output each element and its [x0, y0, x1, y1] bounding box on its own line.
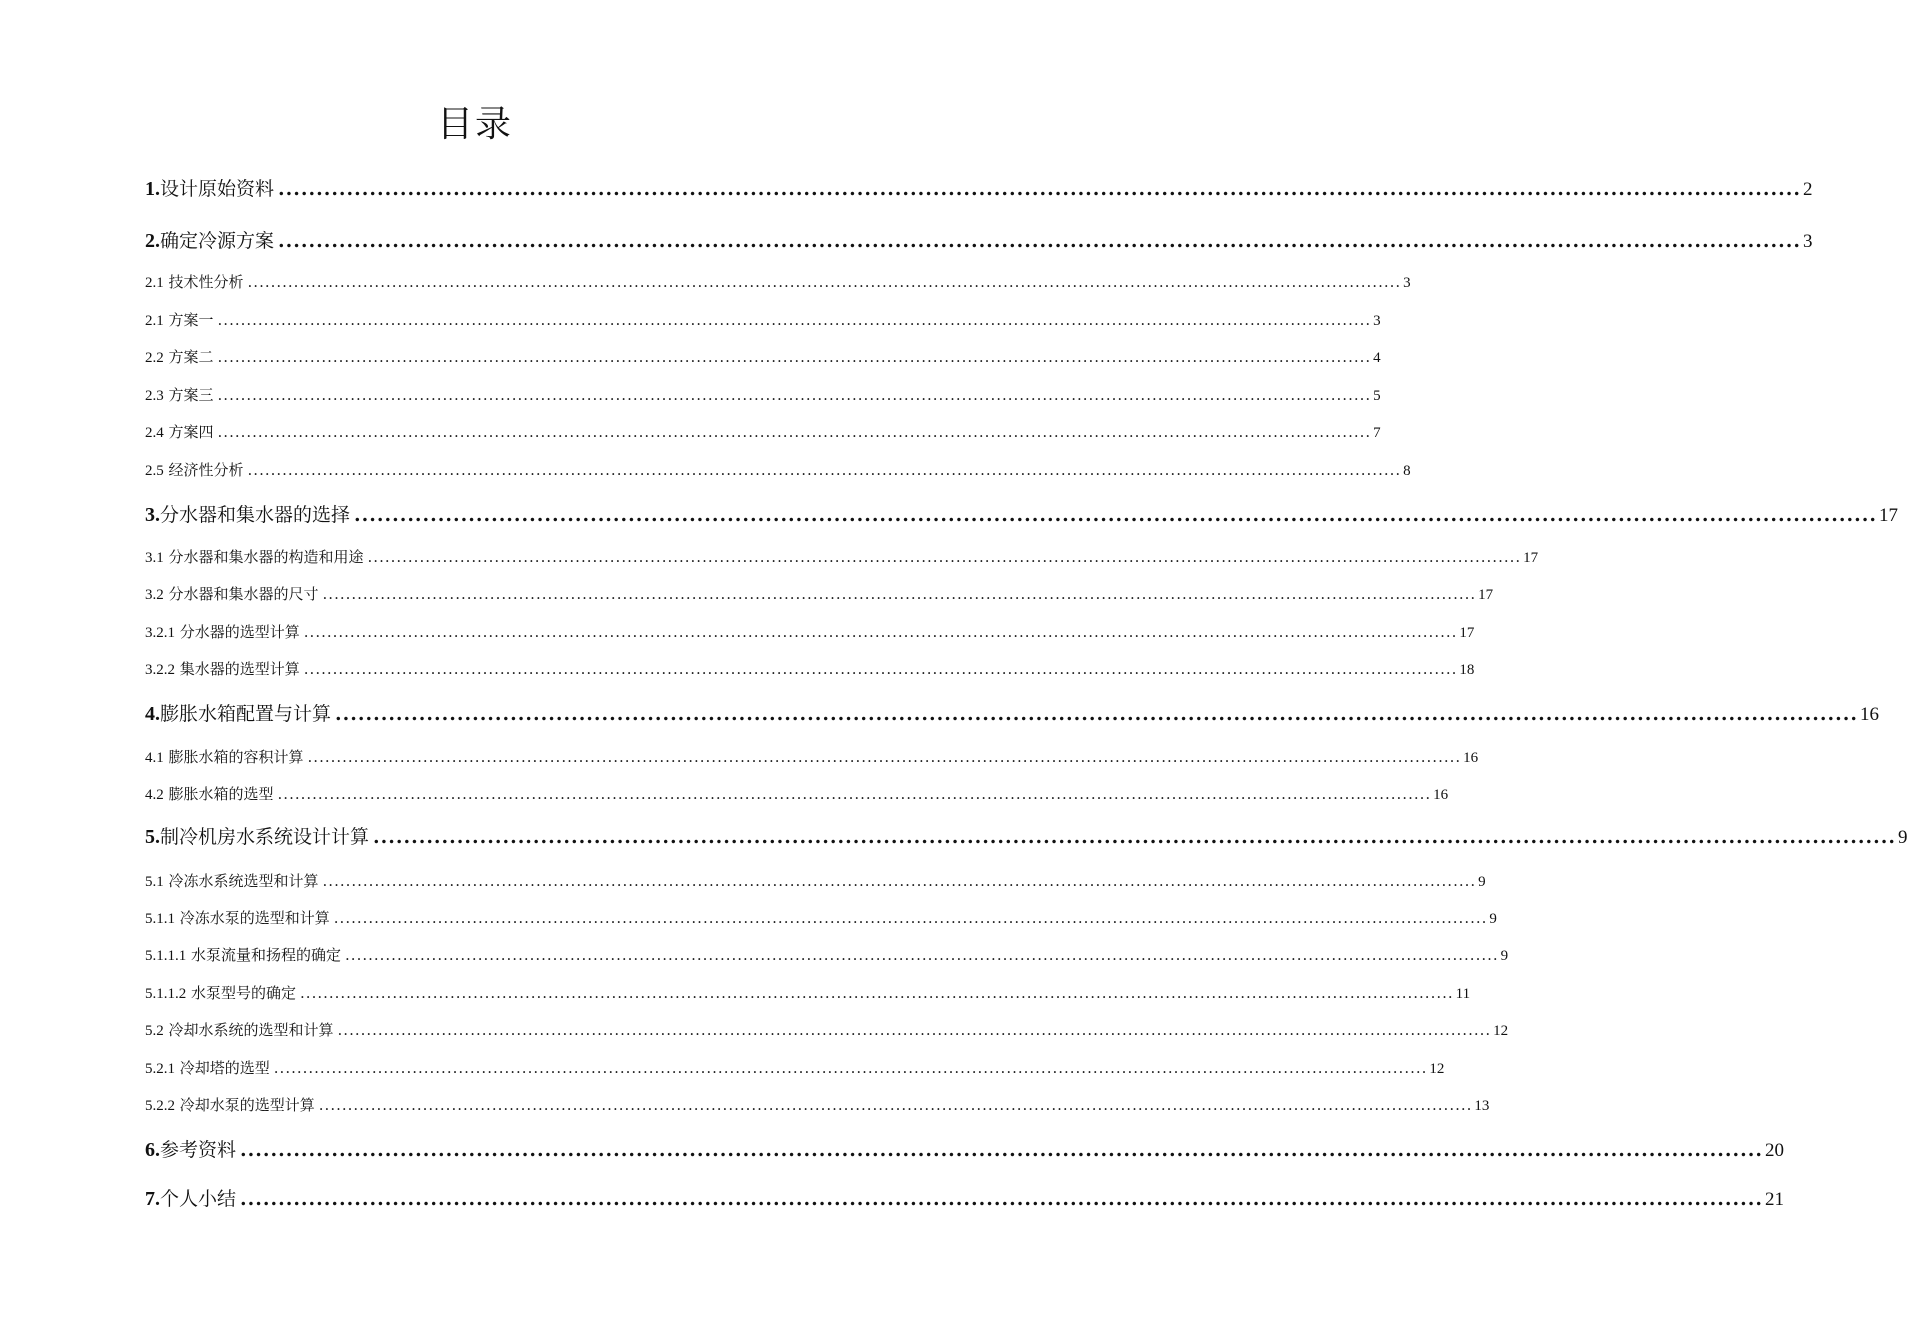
- toc-entry-number: 7.: [145, 1188, 160, 1210]
- toc-entry[interactable]: [145, 546, 1539, 567]
- toc-page-number: 4: [1373, 350, 1381, 366]
- toc-entry-number: 2.3: [145, 388, 164, 404]
- toc-entry-number: 2.2: [145, 350, 164, 366]
- toc-entry-number: 3.2.1: [145, 625, 175, 641]
- toc-dot-leader: ........................................................................................................................................................................................................: [333, 909, 1488, 927]
- toc-entry-number: 5.1.1.1: [145, 948, 187, 964]
- toc-entry-number: 3.2: [145, 587, 164, 603]
- toc-dot-leader: ........................................................................................................................................................................................................: [247, 273, 1402, 291]
- toc-entry-number: 5.1.1.2: [145, 986, 187, 1002]
- toc-entry-title: 膨胀水箱的容积计算: [163, 748, 304, 766]
- toc-dot-leader: ........................................................................................................................................................................................................: [273, 1059, 1428, 1077]
- toc-entry-number: 5.2.2: [145, 1098, 175, 1114]
- toc-dot-leader: ........................................................................................................................................................................................................: [240, 1139, 1763, 1161]
- toc-dot-leader: ........................................................................................................................................................................................................: [247, 461, 1402, 479]
- toc-dot-leader: ........................................................................................................................................................................................................: [217, 348, 1372, 366]
- toc-page-number: 7: [1373, 425, 1381, 441]
- toc-entry-title: 经济性分析: [163, 461, 244, 479]
- toc-entry-title: 分水器的选型计算: [175, 623, 300, 641]
- toc-page-number: 9: [1897, 827, 1907, 848]
- toc-page-number: 9: [1489, 911, 1497, 927]
- toc-page-number: 2: [1802, 179, 1813, 200]
- toc-entry[interactable]: [145, 870, 1486, 891]
- toc-entry[interactable]: [145, 1184, 1784, 1211]
- toc-dot-leader: ........................................................................................................................................................................................................: [307, 748, 1462, 766]
- toc-dot-leader: ........................................................................................................................................................................................................: [337, 1021, 1492, 1039]
- toc-entry[interactable]: [145, 1094, 1490, 1115]
- toc-entry-number: 2.1: [145, 313, 164, 329]
- toc-dot-leader: ........................................................................................................................................................................................................: [354, 504, 1877, 526]
- toc-page-number: 11: [1455, 986, 1471, 1002]
- toc-entry-number: 1.: [145, 178, 160, 200]
- toc-entry[interactable]: [145, 1057, 1445, 1078]
- toc-entry-title: 方案二: [163, 348, 214, 366]
- toc-entry[interactable]: [145, 226, 1813, 253]
- toc-entry-title: 制冷机房水系统设计计算: [160, 826, 370, 848]
- toc-entry[interactable]: [145, 309, 1381, 330]
- toc-entry-title: 参考资料: [160, 1139, 237, 1161]
- toc-entry-title: 冷冻水系统选型和计算: [163, 872, 319, 890]
- toc-entry[interactable]: [145, 699, 1879, 726]
- toc-entry-number: 3.2.2: [145, 662, 175, 678]
- toc-entry-title: 膨胀水箱的选型: [163, 785, 274, 803]
- toc-entry-title: 冷却塔的选型: [175, 1059, 270, 1077]
- toc-dot-leader: ........................................................................................................................................................................................................: [373, 826, 1896, 848]
- toc-entry-number: 5.1: [145, 874, 164, 890]
- page-title: 目录: [436, 104, 513, 145]
- toc-entry[interactable]: [145, 783, 1449, 804]
- toc-page-number: 17: [1523, 550, 1539, 566]
- toc-entry-number: 5.2.1: [145, 1061, 175, 1077]
- toc-page-number: 8: [1403, 463, 1411, 479]
- toc-entry-number: 3.: [145, 504, 160, 526]
- toc-entry[interactable]: [145, 658, 1475, 679]
- toc-entry[interactable]: [145, 982, 1471, 1003]
- toc-dot-leader: ........................................................................................................................................................................................................: [322, 585, 1477, 603]
- toc-dot-leader: ........................................................................................................................................................................................................: [345, 946, 1499, 964]
- toc-dot-leader: ........................................................................................................................................................................................................: [277, 785, 1432, 803]
- toc-page-number: 17: [1478, 587, 1494, 603]
- toc-entry-number: 4.1: [145, 750, 164, 766]
- toc-page-number: 9: [1478, 874, 1486, 890]
- toc-entry-number: 2.: [145, 230, 160, 252]
- toc-entry-title: 膨胀水箱配置与计算: [160, 703, 332, 725]
- toc-dot-leader: ........................................................................................................................................................................................................: [217, 423, 1372, 441]
- toc-dot-leader: ........................................................................................................................................................................................................: [300, 984, 1454, 1002]
- toc-entry-title: 水泵流量和扬程的确定: [186, 946, 342, 964]
- toc-entry-title: 方案四: [163, 423, 214, 441]
- toc-entry-title: 分水器和集水器的构造和用途: [163, 548, 364, 566]
- toc-page-number: 3: [1403, 275, 1411, 291]
- toc-entry-number: 6.: [145, 1139, 160, 1161]
- toc-entry[interactable]: [145, 271, 1411, 292]
- toc-page-number: 16: [1463, 750, 1479, 766]
- toc-dot-leader: ........................................................................................................................................................................................................: [217, 386, 1372, 404]
- toc-page-number: 17: [1459, 625, 1475, 641]
- toc-dot-leader: ........................................................................................................................................................................................................: [303, 660, 1458, 678]
- toc-page-number: 16: [1859, 704, 1879, 725]
- toc-entry[interactable]: [145, 907, 1497, 928]
- toc-dot-leader: ........................................................................................................................................................................................................: [217, 311, 1372, 329]
- toc-dot-leader: ........................................................................................................................................................................................................: [318, 1096, 1473, 1114]
- toc-page-number: 12: [1429, 1061, 1445, 1077]
- toc-entry[interactable]: [145, 1135, 1784, 1162]
- toc-entry-title: 冷却水泵的选型计算: [175, 1096, 315, 1114]
- toc-page-number: 21: [1764, 1189, 1784, 1210]
- toc-entry-title: 确定冷源方案: [160, 230, 275, 252]
- toc-entry[interactable]: [145, 421, 1381, 442]
- toc-entry-title: 个人小结: [160, 1188, 237, 1210]
- toc-entry[interactable]: [145, 621, 1475, 642]
- toc-dot-leader: ........................................................................................................................................................................................................: [322, 872, 1477, 890]
- toc-entry[interactable]: [145, 174, 1813, 201]
- toc-page-number: 12: [1493, 1023, 1509, 1039]
- toc-page-number: 13: [1474, 1098, 1490, 1114]
- toc-entry[interactable]: [145, 583, 1494, 604]
- toc-dot-leader: ........................................................................................................................................................................................................: [240, 1188, 1763, 1210]
- toc-page-number: 3: [1373, 313, 1381, 329]
- toc-dot-leader: ........................................................................................................................................................................................................: [367, 548, 1522, 566]
- toc-dot-leader: ........................................................................................................................................................................................................: [335, 703, 1858, 725]
- toc-page-number: 17: [1878, 505, 1898, 526]
- toc-entry[interactable]: [145, 459, 1411, 480]
- toc-entry-title: 方案三: [163, 386, 214, 404]
- toc-entry-number: 5.1.1: [145, 911, 175, 927]
- toc-entry[interactable]: [145, 746, 1479, 767]
- toc-page-number: 3: [1802, 231, 1813, 252]
- toc-page-number: 20: [1764, 1140, 1784, 1161]
- toc-page-number: 9: [1500, 948, 1509, 964]
- toc-entry-number: 5.: [145, 826, 160, 848]
- toc-entry[interactable]: [145, 944, 1509, 965]
- toc-entry-title: 冷冻水泵的选型和计算: [175, 909, 330, 927]
- toc-entry-number: 2.1: [145, 275, 164, 291]
- toc-entry[interactable]: [145, 346, 1381, 367]
- toc-entry-number: 2.5: [145, 463, 164, 479]
- toc-entry-title: 技术性分析: [163, 273, 244, 291]
- toc-entry-number: 4.2: [145, 787, 164, 803]
- toc-entry[interactable]: [145, 822, 1907, 849]
- toc-entry-title: 冷却水系统的选型和计算: [163, 1021, 334, 1039]
- toc-entry-title: 集水器的选型计算: [175, 660, 300, 678]
- toc-entry-number: 5.2: [145, 1023, 164, 1039]
- toc-entry-title: 方案一: [163, 311, 214, 329]
- toc-entry-title: 设计原始资料: [160, 178, 275, 200]
- toc-entry-number: 4.: [145, 703, 160, 725]
- toc-entry-title: 分水器和集水器的尺寸: [163, 585, 319, 603]
- toc-entry[interactable]: [145, 384, 1381, 405]
- toc-entry-number: 3.1: [145, 550, 164, 566]
- toc-dot-leader: ........................................................................................................................................................................................................: [303, 623, 1458, 641]
- toc-entry-title: 分水器和集水器的选择: [160, 504, 351, 526]
- toc-entry-title: 水泵型号的确定: [186, 984, 297, 1002]
- toc-page-number: 18: [1459, 662, 1475, 678]
- toc-page-number: 16: [1433, 787, 1449, 803]
- toc-dot-leader: ........................................................................................................................................................................................................: [278, 178, 1801, 200]
- toc-dot-leader: ........................................................................................................................................................................................................: [278, 230, 1801, 252]
- toc-entry[interactable]: [145, 500, 1898, 527]
- toc-entry[interactable]: [145, 1019, 1509, 1040]
- toc-page-number: 5: [1373, 388, 1381, 404]
- toc-entry-number: 2.4: [145, 425, 164, 441]
